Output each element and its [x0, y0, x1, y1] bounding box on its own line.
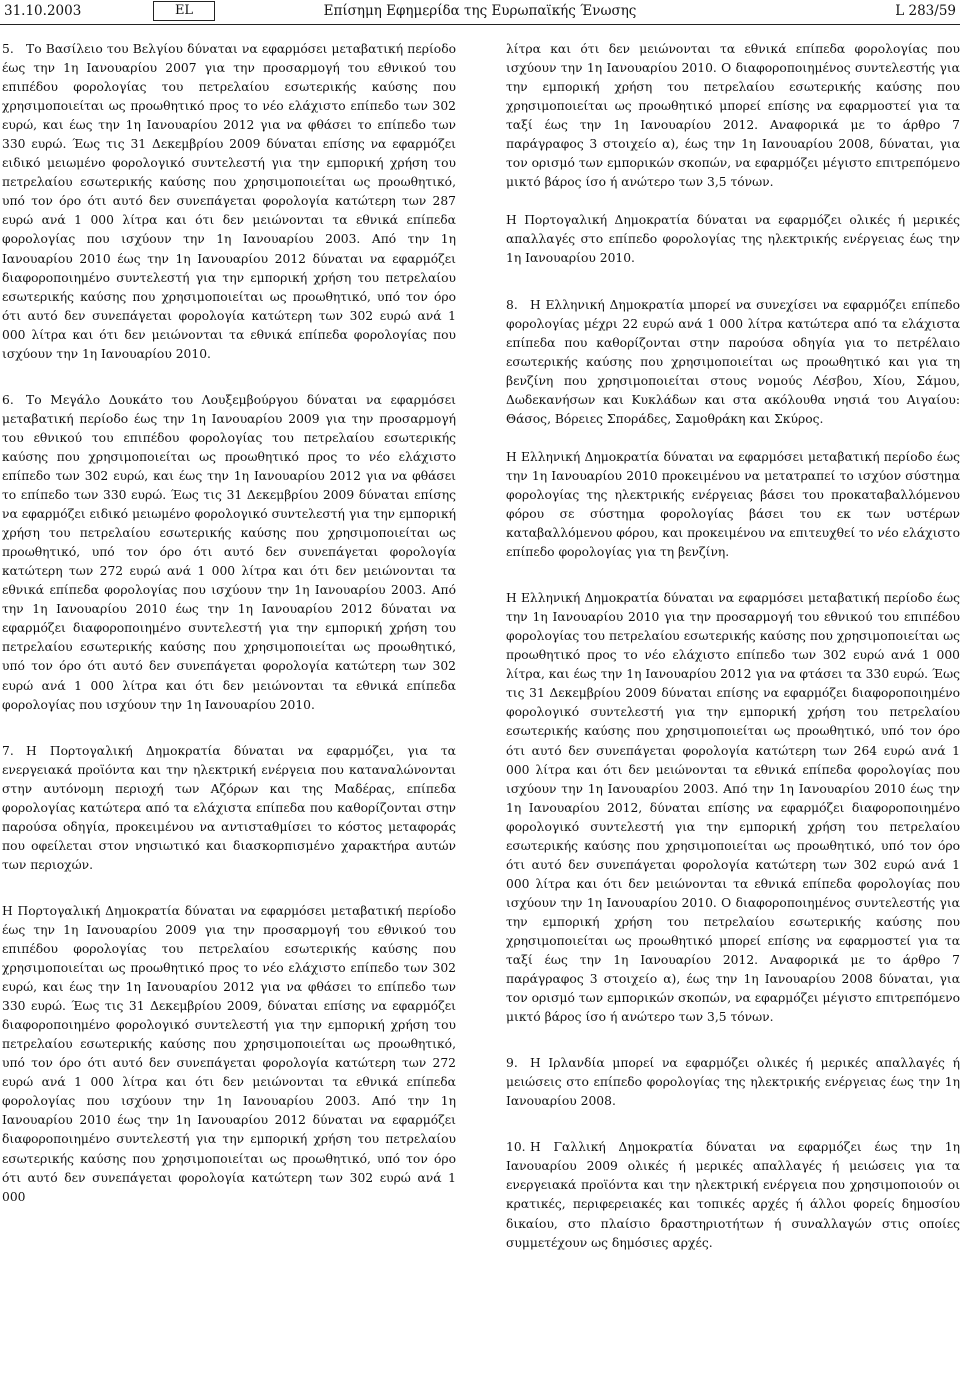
paragraph-number: 7.	[2, 743, 14, 758]
paragraph	[2, 40, 456, 364]
paragraph	[506, 1138, 960, 1252]
paragraph-text: Η Γαλλική Δημοκρατία δύναται να εφαρμόζει έως την 1η Ιανουαρίου 2009 ολικές ή μερικές απαλλαγές ή μειώσεις για τα ενεργειακά προϊόντα και την ηλεκτρική ενέργεια που χρησιμοποιούν οι κρατικές, περιφερειακές και τοπικές αρχές ή άλλοι φορείς δημοσίου δικαίου, στο πλαίσιο δραστηριοτήτων ή συναλλαγών στις οποίες συμμετέχουν ως δημόσιες αρχές.	[506, 1140, 960, 1250]
publication-date: 31.10.2003	[4, 3, 82, 19]
paragraph	[506, 1054, 960, 1111]
paragraph-number: 10.	[506, 1140, 526, 1155]
paragraph-number: 5.	[2, 42, 14, 56]
language-code-box: EL	[153, 1, 215, 21]
paragraph-text: Η Πορτογαλική Δημοκρατία δύναται να εφαρμόζει ολικές ή μερικές απαλλαγές στο επίπεδο φορολογίας της ηλεκτρικής ενέργειας έως την 1η Ιανουαρίου 2010.	[506, 213, 960, 266]
paragraph	[506, 448, 960, 562]
paragraph-text: Η Πορτογαλική Δημοκρατία δύναται να εφαρμόζει, για τα ενεργειακά προϊόντα και την ηλεκτρική ενέργεια που καταναλώνονται στην αυτόνομη περιοχή των Αζόρων και της Μαδέρας, επίπεδα φορολογίας κατώτερα από τα ελάχιστα επίπεδα που καθορίζονται στην παρούσα οδηγία, προκειμένου να αντισταθμίσει το κόστος μεταφοράς που οφείλεται στον νησιωτικό και διασκορπισμένο χαρακτήρα αυτών των περιοχών.	[2, 743, 456, 872]
journal-title: Επίσημη Εφημερίδα της Ευρωπαϊκής Ένωσης	[323, 3, 637, 19]
paragraph-text: λίτρα και ότι δεν μειώνονται τα εθνικά επίπεδα φορολογίας που ισχύουν την 1η Ιανουαρίου 2010. Ο διαφοροποιημένος συντελεστής για την εμπορική χρήση του πετρελαίου εσωτερικής καύσης που χρησιμοποιείται ως προωθητικό μπορεί επίσης να εφαρμοστεί για τα ταξί έως την 1η Ιανουαρίου 2012. Αναφορικά με το άρθρο 7 παράγραφος 3 στοιχείο α), έως την 1η Ιανουαρίου 2008, δύναται, για τον ορισμό των εμπορικών σκοπών, να εφαρμόζει μέγιστο επιτρεπόμενο μικτό βάρος ίσο ή ανώτερο των 3,5 τόνων.	[506, 42, 960, 190]
paragraph-text: Το Βασίλειο του Βελγίου δύναται να εφαρμόσει μεταβατική περίοδο έως την 1η Ιανουαρίου 2007 για την προσαρμογή του εθνικού του επιπέδου φορολογίας του πετρελαίου εσωτερικής καύσης που χρησιμοποιείται ως προωθητικό προς το νέο ελάχιστο επίπεδο των 302 ευρώ, και έως την 1η Ιανουαρίου 2012 για να φθάσει το επίπεδο των 330 ευρώ. Έως τις 31 Δεκεμβρίου 2009 δύναται επίσης να εφαρμόζει ειδικό μειωμένο φορολογικό συντελεστή για την εμπορική χρήση του πετρελαίου εσωτερικής καύσης που χρησιμοποιείται ως προωθητικό, υπό τον όρο ότι αυτό δεν συνεπάγεται φορολογία κατώτερη των 287 ευρώ ανά 1 000 λίτρα και ότι δεν μειώνονται τα εθνικά επίπεδα φορολογίας που ισχύουν την 1η Ιανουαρίου 2003. Από την 1η Ιανουαρίου 2010 έως την 1η Ιανουαρίου 2012 δύναται να εφαρμόζει διαφοροποιημένο συντελεστή για την εμπορική χρήση του πετρελαίου εσωτερικής καύσης που χρησιμοποιείται ως προωθητικό, υπό τον όρο ότι αυτό δεν συνεπάγεται φορολογία κατώτερη των 302 ευρώ ανά 1 000 λίτρα και ότι δεν μειώνονται τα εθνικά επίπεδα φορολογίας που ισχύουν την 1η Ιανουαρίου 2010.	[2, 42, 456, 361]
right-column	[506, 40, 960, 1272]
paragraph-number: 8.	[506, 297, 518, 312]
paragraph	[506, 211, 960, 268]
page-reference: L 283/59	[895, 3, 956, 19]
page-header	[0, 0, 960, 26]
left-column	[2, 40, 456, 1226]
paragraph	[506, 296, 960, 429]
paragraph-text: Η Πορτογαλική Δημοκρατία δύναται να εφαρμόσει μεταβατική περίοδο έως την 1η Ιανουαρίου 2009 για την προσαρμογή του εθνικού του επιπέδου φορολογίας του πετρελαίου εσωτερικής καύσης που χρησιμοποιείται ως προωθητικό προς το νέο ελάχιστο επίπεδο των 302 ευρώ, και έως την 1η Ιανουαρίου 2012 για να φθάσει το επίπεδο των 330 ευρώ. Έως τις 31 Δεκεμβρίου 2009, δύναται επίσης να εφαρμόζει διαφοροποιημένο φορολογικό συντελεστή για την εμπορική χρήση του πετρελαίου εσωτερικής καύσης που χρησιμοποιείται ως προωθητικό, υπό τον όρο ότι αυτό δεν συνεπάγεται φορολογία κατώτερη των 272 ευρώ ανά 1 000 λίτρα και ότι δεν μειώνονται τα εθνικά επίπεδα φορολογίας που ισχύουν την 1η Ιανουαρίου 2003. Από την 1η Ιανουαρίου 2010 έως την 1η Ιανουαρίου 2012 δύναται να εφαρμόζει διαφοροποιημένο συντελεστή για την εμπορική χρήση του πετρελαίου εσωτερικής καύσης που χρησιμοποιείται ως προωθητικό, υπό τον όρο ότι αυτό δεν συνεπάγεται φορολογία κατώτερη των 302 ευρώ ανά 1 000	[2, 903, 456, 1204]
paragraph	[2, 742, 456, 875]
paragraph	[2, 902, 456, 1207]
paragraph	[2, 391, 456, 715]
paragraph	[506, 40, 960, 192]
paragraph-text: Το Μεγάλο Δουκάτο του Λουξεμβούργου δύναται να εφαρμόσει μεταβατική περίοδο έως την 1η Ιανουαρίου 2009 για την προσαρμογή του εθνικού του επιπέδου φορολογίας του πετρελαίου εσωτερικής καύσης που χρησιμοποιείται ως προωθητικό προς το νέο ελάχιστο επίπεδο των 302 ευρώ, και έως την 1η Ιανουαρίου 2012 για να φθάσει το επίπεδο των 330 ευρώ. Έως τις 31 Δεκεμβρίου 2009 δύναται επίσης να εφαρμόζει ειδικό μειωμένο φορολογικό συντελεστή για την εμπορική χρήση του πετρελαίου εσωτερικής καύσης που χρησιμοποιείται ως προωθητικό, υπό τον όρο ότι αυτό δεν συνεπάγεται φορολογία κατώτερη των 272 ευρώ ανά 1 000 λίτρα και ότι δεν μειώνονται τα εθνικά επίπεδα φορολογίας που ισχύουν την 1η Ιανουαρίου 2003. Από την 1η Ιανουαρίου 2010 έως την 1η Ιανουαρίου 2012 δύναται να εφαρμόζει διαφοροποιημένο συντελεστή για την εμπορική χρήση του πετρελαίου εσωτερικής καύσης που χρησιμοποιείται ως προωθητικό, υπό τον όρο ότι αυτό δεν συνεπάγεται φορολογία κατώτερη των 302 ευρώ ανά 1 000 λίτρα και ότι δεν μειώνονται τα εθνικά επίπεδα φορολογίας που ισχύουν την 1η Ιανουαρίου 2010.	[2, 392, 456, 712]
header-rule	[0, 24, 960, 25]
paragraph	[506, 589, 960, 1027]
paragraph-number: 6.	[2, 392, 14, 407]
paragraph-text: Η Ελληνική Δημοκρατία δύναται να εφαρμόσει μεταβατική περίοδο έως την 1η Ιανουαρίου 2010 για την προσαρμογή του εθνικού του επιπέδου φορολογίας του πετρελαίου εσωτερικής καύσης που χρησιμοποιείται ως προωθητικό προς το νέο ελάχιστο επίπεδο των 302 ευρώ ανά 1 000 λίτρα, και έως την 1η Ιανουαρίου 2012 για να φτάσει τα 330 ευρώ. Έως τις 31 Δεκεμβρίου 2009 δύναται επίσης να εφαρμόζει διαφοροποιημένο φορολογικό συντελεστή για την εμπορική χρήση του πετρελαίου εσωτερικής καύσης που χρησιμοποιείται ως προωθητικό, υπό τον όρο ότι αυτό δεν συνεπάγεται φορολογία κατώτερη των 264 ευρώ ανά 1 000 λίτρα και ότι δεν μειώνονται τα εθνικά επίπεδα φορολογίας που ισχύουν την 1η Ιανουαρίου 2003. Από την 1η Ιανουαρίου 2010 έως την 1η Ιανουαρίου 2012, δύναται επίσης να εφαρμόζει διαφοροποιημένο φορολογικό συντελεστή για την εμπορική χρήση του πετρελαίου εσωτερικής καύσης που χρησιμοποιείται ως προωθητικό, υπό τον όρο ότι αυτό δεν συνεπάγεται φορολογία κατώτερη των 302 ευρώ ανά 1 000 λίτρα και ότι δεν μειώνονται τα εθνικά επίπεδα φορολογίας που ισχύουν την 1η Ιανουαρίου 2010. Ο διαφοροποιημένος συντελεστής για την εμπορική χρήση του πετρελαίου εσωτερικής καύσης που χρησιμοποιείται ως προωθητικό μπορεί επίσης να εφαρμοστεί για τα ταξί έως την 1η Ιανουαρίου 2012. Αναφορικά με το άρθρο 7 παράγραφος 3 στοιχείο α), έως την 1η Ιανουαρίου 2008 δύναται, για τον ορισμό των εμπορικών σκοπών, να εφαρμόζει μέγιστο επιτρεπόμενο μικτό βάρος ίσο ή ανώτερο των 3,5 τόνων.	[506, 591, 960, 1025]
paragraph-text: Η Ελληνική Δημοκρατία μπορεί να συνεχίσει να εφαρμόζει επίπεδο φορολογίας μέχρι 22 ευρώ ανά 1 000 λίτρα κατώτερα από τα ελάχιστα επίπεδα που καθορίζονται στην παρούσα οδηγία για το πετρέλαιο εσωτερικής καύσης που χρησιμοποιείται ως προωθητικό και για τη βενζίνη που χρησιμοποιείται στους νομούς Λέσβου, Χίου, Σάμου, Δωδεκανήσων και Κυκλάδων και στα ακόλουθα νησιά του Αιγαίου: Θάσος, Βόρειες Σποράδες, Σαμοθράκη και Σκύρος.	[506, 297, 960, 426]
paragraph-text: Η Ελληνική Δημοκρατία δύναται να εφαρμόσει μεταβατική περίοδο έως την 1η Ιανουαρίου 2010 προκειμένου να μετατραπεί το ισχύον σύστημα φορολογίας της ηλεκτρικής ενέργειας βάσει του προκαταβαλλόμενου φόρου σε σύστημα φορολογίας βάσει του εκ των υστέρων καταβαλλόμενου φόρου, και προκειμένου να επιτευχθεί το νέο ελάχιστο επίπεδο φορολογίας για τη βενζίνη.	[506, 449, 960, 560]
paragraph-text: Η Ιρλανδία μπορεί να εφαρμόζει ολικές ή μερικές απαλλαγές ή μειώσεις στο επίπεδο φορολογίας της ηλεκτρικής ενέργειας έως την 1η Ιανουαρίου 2008.	[506, 1056, 960, 1109]
paragraph-number: 9.	[506, 1056, 518, 1071]
